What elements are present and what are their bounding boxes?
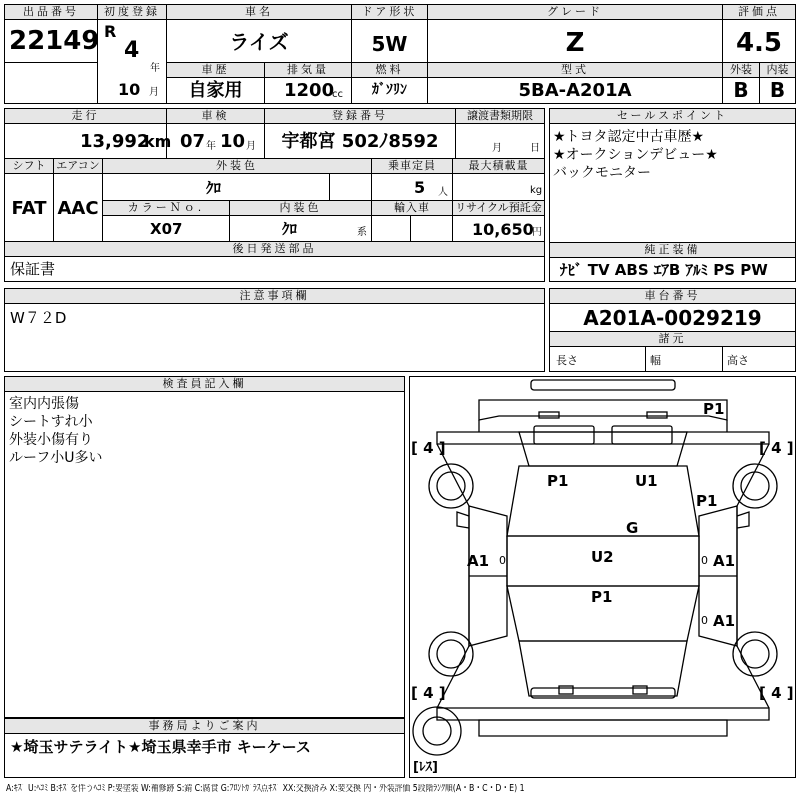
legend-text: A:ｷｽﾞ U:ﾍｺﾐ B:ｷｽﾞを伴うﾍｺﾐ P:要塗装 W:補修跡 S:錆 C:腐食 G:ﾌﾛﾝﾄｶﾞﾗｽ点ｷｽﾞ XX:交換済み X:要交換 内・外装評価 5段階ﾗﾝｸ順(A・B・C・D・E) 1 <box>6 784 525 794</box>
displacement-unit: cc <box>332 89 343 100</box>
later-parts-header: 後日発送部品 <box>5 242 544 257</box>
recycle-fee: 10,650 <box>472 220 534 239</box>
mark-hood-left: P1 <box>547 472 569 490</box>
inspection-month: 10 <box>220 131 246 152</box>
transfer-day-unit: 日 <box>530 143 540 154</box>
car-damage-diagram <box>409 376 796 778</box>
door-type: 5W <box>371 32 408 56</box>
roof-outline <box>479 400 727 420</box>
spare-tire-label: [ﾚｽ] <box>413 760 438 775</box>
recycle-fee-unit: 円 <box>532 227 542 238</box>
shift: FAT <box>11 198 47 219</box>
width-label: 幅 <box>650 354 661 367</box>
interior-color-header: 内装色 <box>230 201 371 216</box>
mark-small-right-1: 0 <box>701 554 708 567</box>
inspection-header: 車検 <box>167 109 264 124</box>
plate-header: 登録番号 <box>265 109 455 124</box>
color-number-header: カラーＮｏ. <box>103 201 229 216</box>
displacement: 1200 <box>284 80 335 101</box>
capacity-header: 乗車定員 <box>372 159 452 174</box>
auction-score: 4.5 <box>735 28 783 58</box>
mark-trunk: P1 <box>591 588 613 606</box>
era-mark: R <box>104 22 117 41</box>
mileage: 13,992 <box>80 131 150 152</box>
specs-header: 諸元 <box>550 332 795 347</box>
front-bumper-outline <box>531 380 675 390</box>
fuel: ｶﾞｿﾘﾝ <box>372 82 407 98</box>
hood-outline <box>519 432 687 466</box>
lot-number-header: 出品番号 <box>5 5 97 20</box>
tire-depth-rear-left: [ 4 ] <box>411 684 446 702</box>
tire-depth-rear-right: [ 4 ] <box>759 684 794 702</box>
mark-door-rear-right: A1 <box>713 612 736 630</box>
length-label: 長さ <box>556 354 578 367</box>
grade: Z <box>565 28 585 58</box>
lot-number: 22149 <box>9 26 100 56</box>
mark-roof-front: P1 <box>703 400 725 418</box>
later-parts: 保証書 <box>10 260 56 278</box>
fuel-header: 燃料 <box>352 63 427 78</box>
interior-grade-header: 内装 <box>760 63 795 78</box>
score-header: 評価点 <box>723 5 795 20</box>
color-number: X07 <box>150 220 183 238</box>
tire-rear-left <box>429 632 473 676</box>
interior-grade: B <box>769 78 786 102</box>
aircon: AAC <box>57 198 99 219</box>
mark-door-front-right: A1 <box>713 552 736 570</box>
tire-rear-right <box>733 632 777 676</box>
sales-points-text: ★トヨタ認定中古車歴★ ★オークションデビュー★ バックモニター <box>553 129 718 181</box>
office-notice: ★埼玉サテライト★埼玉県幸手市 キーケース <box>10 738 311 756</box>
mileage-unit: km <box>144 132 172 151</box>
mark-front-right-fender: P1 <box>696 492 718 510</box>
mark-roof-center: U2 <box>591 548 614 566</box>
exterior-grade-header: 外装 <box>723 63 759 78</box>
aircon-header: エアコン <box>54 159 102 174</box>
recycle-fee-header: リサイクル預託金 <box>453 201 544 216</box>
shift-header: シフト <box>5 159 53 174</box>
mark-small-right-2: 0 <box>701 614 708 627</box>
car-name: ライズ <box>229 30 289 54</box>
first-registration-header: 初度登録 <box>98 5 166 20</box>
mileage-header: 走行 <box>5 109 166 124</box>
mark-hood-right: U1 <box>635 472 658 490</box>
grade-header: グレード <box>428 5 722 20</box>
mark-door-front-left: A1 <box>467 552 490 570</box>
mark-small-left: 0 <box>499 554 506 567</box>
max-load-unit: kg <box>530 185 543 196</box>
model-code: 5BA-A201A <box>518 80 632 101</box>
capacity-unit: 人 <box>438 187 448 198</box>
car-history-header: 車歴 <box>167 63 264 78</box>
displacement-header: 排気量 <box>265 63 351 78</box>
interior-color: ｸﾛ <box>282 220 298 238</box>
car-name-header: 車名 <box>167 5 351 20</box>
exterior-color: ｸﾛ <box>206 179 222 197</box>
registration-month-unit: 月 <box>149 87 159 98</box>
interior-color-unit: 系 <box>357 227 367 238</box>
legend <box>6 784 796 794</box>
equipment-list: ﾅﾋﾞ TV ABS ｴｱB ｱﾙﾐ PS PW <box>560 261 768 279</box>
tire-depth-front-right: [ 4 ] <box>759 439 794 457</box>
chassis-number-header: 車台番号 <box>550 289 795 304</box>
transfer-deadline-header: 譲渡書類期限 <box>456 109 544 124</box>
plate-number: 宇都宮 502ﾉ8592 <box>281 131 439 152</box>
height-label: 高さ <box>727 354 749 367</box>
car-history: 自家用 <box>188 80 243 101</box>
mark-windshield: G <box>626 519 639 537</box>
tire-depth-front-left: [ 4 ] <box>411 439 446 457</box>
inspector-notes: 室内内張傷 シートすれ小 外装小傷有り ルーフ小U多い <box>9 396 103 466</box>
registration-year-unit: 年 <box>150 63 160 74</box>
inspection-year: 07 <box>180 131 206 152</box>
inspection-year-unit: 年 <box>206 141 216 152</box>
office-header: 事務局よりご案内 <box>5 719 404 734</box>
capacity: 5 <box>414 178 426 197</box>
door-type-header: ドア形状 <box>352 5 427 20</box>
model-header: 型式 <box>428 63 722 78</box>
registration-month: 10 <box>118 80 141 99</box>
notes-header: 注意事項欄 <box>5 289 544 304</box>
exterior-grade: B <box>733 78 749 102</box>
inspector-header: 検査員記入欄 <box>5 377 404 392</box>
chassis-number: A201A-0029219 <box>583 306 762 330</box>
max-load-header: 最大積載量 <box>453 159 544 174</box>
notes-text: W７２D <box>10 309 67 327</box>
inspection-month-unit: 月 <box>246 141 256 152</box>
sales-points-header: セールスポイント <box>550 109 795 124</box>
registration-year: 4 <box>124 38 140 63</box>
import-header: 輸入車 <box>372 201 452 216</box>
exterior-color-header: 外装色 <box>103 159 371 174</box>
transfer-month-unit: 月 <box>492 143 502 154</box>
equipment-header: 純正装備 <box>550 243 795 258</box>
